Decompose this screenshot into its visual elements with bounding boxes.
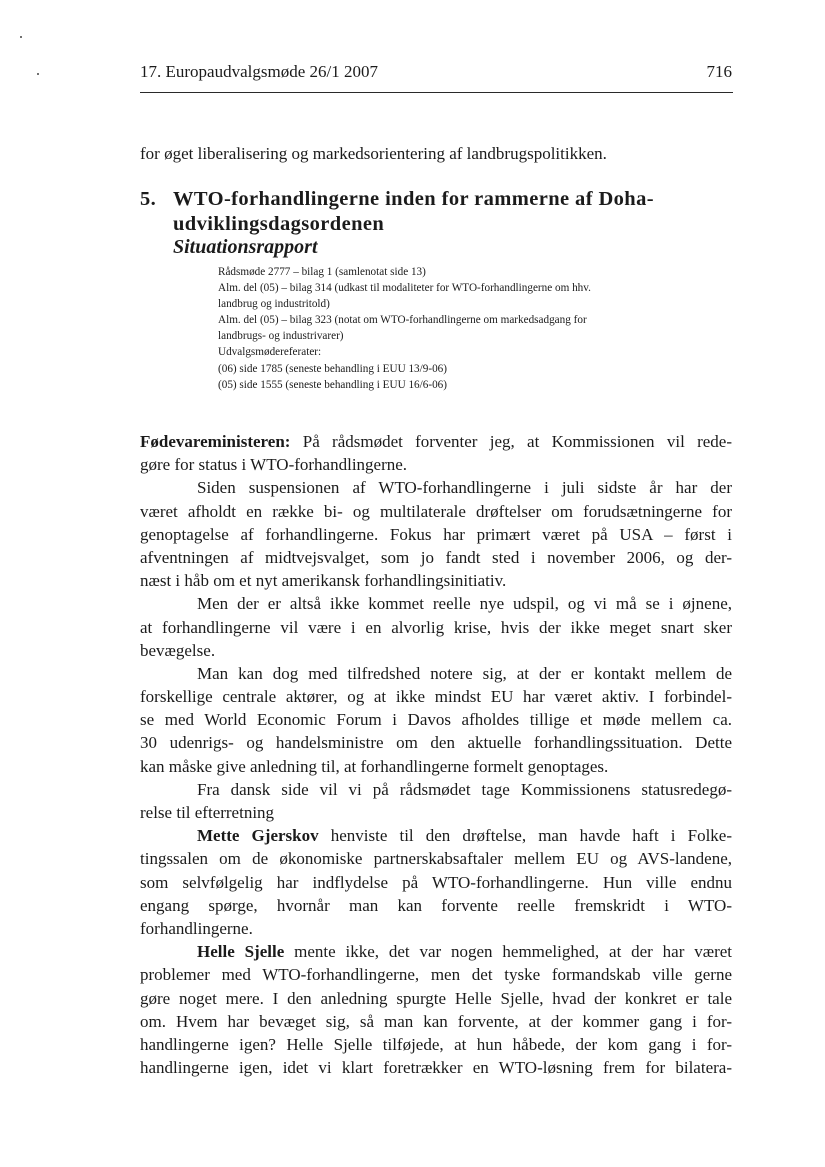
text-line: kan måske give anledning til, at forhandlingerne formelt genoptages.: [140, 756, 609, 776]
meeting-title: 17. Europaudvalgsmøde 26/1 2007: [140, 62, 378, 81]
text-line: tingssalen om de økonomiske partnerskabsaftaler mellem EU og AVS-landene,: [140, 849, 732, 869]
header-rule: [140, 92, 733, 93]
reference-item: Udvalgsmødereferater:: [218, 346, 322, 359]
reference-list: [218, 264, 718, 393]
section-title: [173, 187, 654, 237]
reference-item: (06) side 1785 (seneste behandling i EUU 13/9-06): [218, 362, 447, 375]
scan-speck: [37, 73, 39, 75]
text-line: for øget liberalisering og markedsorientering af landbrugspolitikken.: [140, 144, 607, 163]
text-line: handlingerne igen? Helle Sjelle tilføjede, at hun håbede, der kom gang i for-: [140, 1034, 732, 1054]
text-line: [140, 824, 732, 847]
text-line: relse til efterretning: [140, 803, 275, 822]
line-text: henviste til den drøftelse, man havde haft i Folke-: [330, 826, 732, 846]
text-line: Man kan dog med tilfredshed notere sig, at der er kontakt mellem de: [197, 663, 732, 683]
line-text: På rådsmødet forventer jeg, at Kommissionen vil rede-: [302, 432, 732, 451]
text-line: Fra dansk side vil vi på rådsmødet tage Kommissionens statusredegø-: [197, 779, 732, 799]
section-number: 5.: [140, 188, 157, 210]
page-header: [140, 62, 732, 88]
reference-item: Rådsmøde 2777 – bilag 1 (samlenotat side 13): [218, 266, 426, 278]
text-line: handlingerne igen, idet vi klart foretrækker en WTO-løsning frem for bilatera-: [140, 1058, 732, 1078]
text-line: problemer med WTO-forhandlingerne, men det tyske formandskab ville gerne: [140, 965, 732, 985]
text-line: afventningen af midtvejsvalget, som jo fandt sted i november 2006, og der-: [140, 547, 732, 567]
text-line: om. Hvem har bevæget sig, så man kan forvente, at der kommer gang i for-: [140, 1011, 732, 1031]
text-line: forskellige centrale aktører, og at ikke mindst EU har været aktiv. I forbindel-: [140, 687, 732, 707]
reference-item: landbrugs- og industrivarer): [218, 330, 344, 343]
reference-item: landbrug og industritold): [218, 298, 330, 311]
text-line: Men der er altså ikke kommet reelle nye udspil, og vi må se i øjnene,: [197, 594, 732, 614]
text-line: [140, 940, 732, 963]
page-number: 716: [706, 62, 732, 81]
section-title-line: WTO-forhandlingerne inden for rammerne af Doha-: [173, 188, 654, 210]
text-line: gøre for status i WTO-forhandlingerne.: [140, 455, 408, 475]
text-line: gøre noget mere. I den anledning spurgte Helle Sjelle, hvad der konkret er tale: [140, 988, 732, 1008]
speaker-name: Helle Sjelle: [197, 942, 285, 962]
text-line: som selvfølgelig har indflydelse på WTO-forhandlingerne. Hun ville endnu: [140, 872, 732, 892]
text-line: næst i håb om et nyt amerikansk forhandlingsinitiativ.: [140, 571, 507, 591]
reference-item: Alm. del (05) – bilag 323 (notat om WTO-forhandlingerne om markedsadgang for: [218, 314, 587, 327]
reference-item: (05) side 1555 (seneste behandling i EUU 16/6-06): [218, 378, 447, 391]
text-line: forhandlingerne.: [140, 918, 253, 938]
text-line: genoptagelse af forhandlingerne. Fokus har primært været på USA – først i: [140, 524, 732, 544]
speaker-name: Mette Gjerskov: [197, 826, 319, 846]
text-line: engang spørge, hvornår man kan forvente reelle fremskridt i WTO-: [140, 895, 732, 915]
section-title-line: udviklingsdagsordenen: [173, 213, 385, 235]
reference-item: Alm. del (05) – bilag 314 (udkast til modaliteter for WTO-forhandlingerne om hhv.: [218, 282, 591, 295]
intro-paragraph: [140, 142, 732, 165]
scan-speck: [20, 36, 22, 38]
section-subtitle: Situationsrapport: [173, 236, 318, 258]
text-line: 30 udenrigs- og handelsministre om den aktuelle forhandlingssituation. Dette: [140, 733, 732, 753]
text-line: [140, 430, 732, 453]
line-text: mente ikke, det var nogen hemmelighed, at der har været: [294, 942, 732, 962]
text-line: at forhandlingerne vil være i en alvorlig krise, hvis der ikke meget snart sker: [140, 617, 732, 637]
body-text: [140, 430, 732, 1079]
text-line: været afholdt en række bi- og multilaterale drøftelser om forudsætningerne for: [140, 501, 732, 521]
text-line: bevægelse.: [140, 640, 216, 660]
text-line: se med World Economic Forum i Davos afholdes tillige et møde mellem ca.: [140, 710, 732, 730]
text-line: Siden suspensionen af WTO-forhandlingerne i juli sidste år har der: [197, 478, 732, 498]
speaker-name: Fødevareministeren:: [140, 432, 291, 451]
